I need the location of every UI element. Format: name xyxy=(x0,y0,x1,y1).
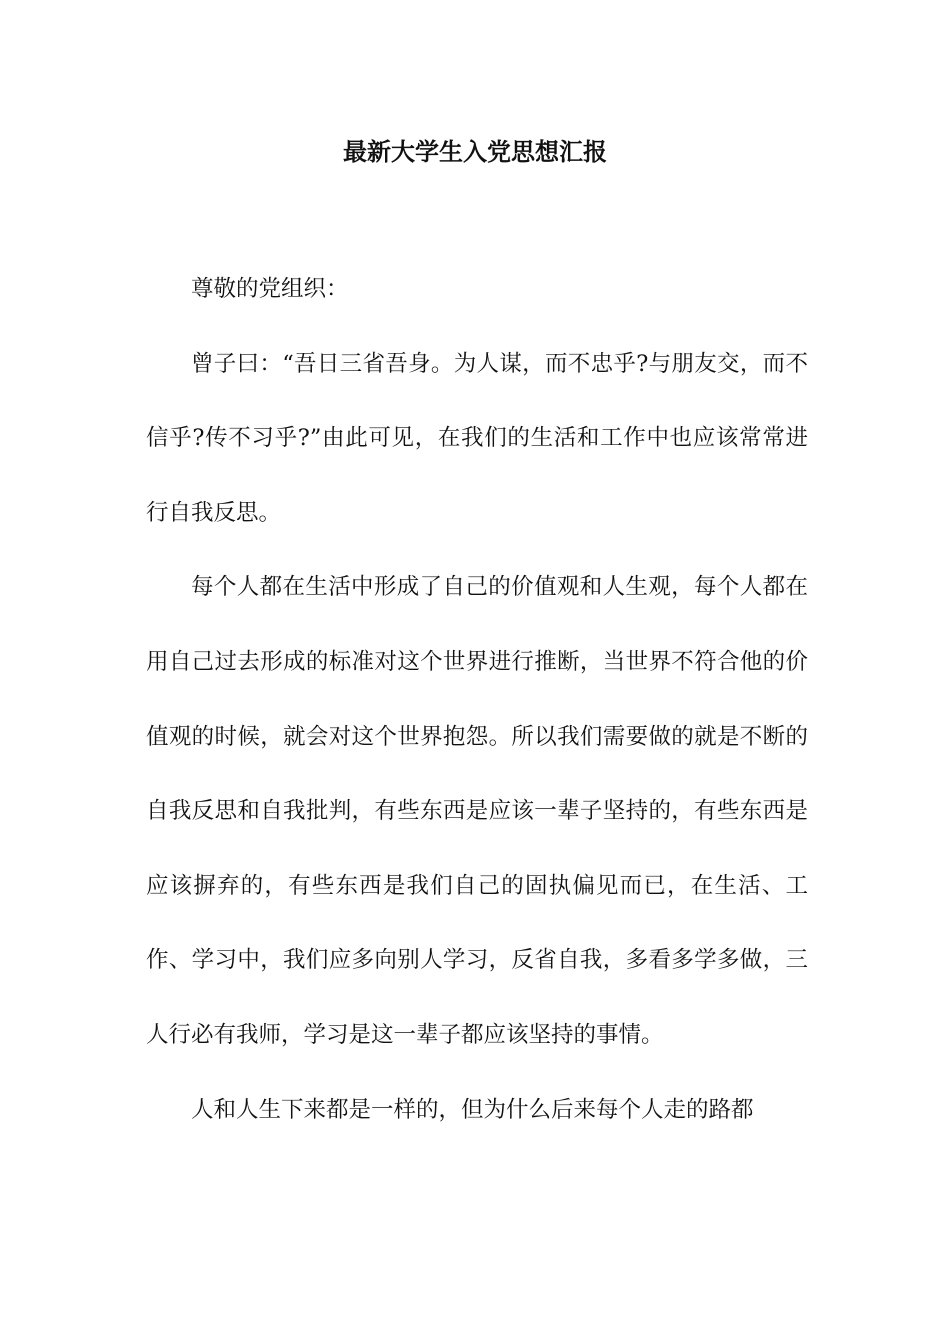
body-paragraph: 人和人生下来都是一样的，但为什么后来每个人走的路都 xyxy=(191,1096,754,1123)
body-paragraph: 每个人都在生活中形成了自己的价值观和人生观，每个人都在用自己过去形成的标准对这个世界进行推断，当世界不符合他的价值观的时候，就会对这个世界抱怨。所以我们需要做的就是不断的自我反思和自我批判，有些东西是应该一辈子坚持的，有些东西是应该摒弃的，有些东西是我们自己的固执偏见而已，在生活、工作、学习中，我们应多向别人学习，反省自我，多看多学多做，三人行必有我师，学习是这一辈子都应该坚持的事情。 xyxy=(146,574,808,1048)
salutation-paragraph: 尊敬的党组织： xyxy=(191,276,349,302)
body-paragraph: 曾子曰：“吾日三省吾身。为人谋，而不忠乎?与朋友交，而不信乎?传不习乎?”由此可见，在我们的生活和工作中也应该常常进行自我反思。 xyxy=(146,350,808,526)
document-body xyxy=(146,252,808,1147)
document-title: 最新大学生入党思想汇报 xyxy=(343,137,607,166)
